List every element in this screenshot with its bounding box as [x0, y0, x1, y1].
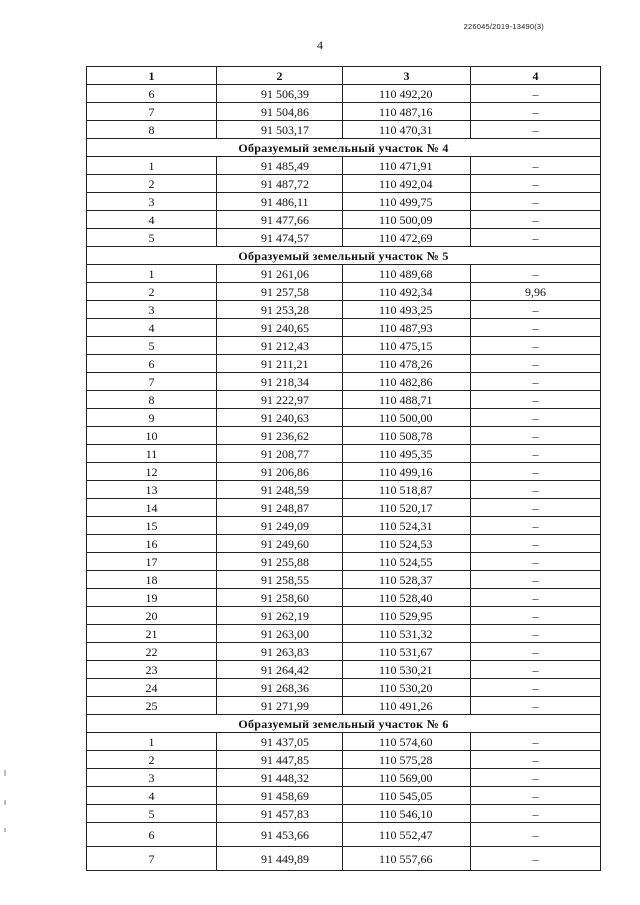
y-coordinate-cell: 110 482,86 — [343, 373, 471, 391]
scan-artifact — [4, 770, 6, 776]
point-number-cell: 16 — [87, 535, 217, 553]
distance-cell: – — [471, 751, 601, 769]
distance-cell: – — [471, 571, 601, 589]
distance-cell: – — [471, 157, 601, 175]
point-number-cell: 4 — [87, 211, 217, 229]
x-coordinate-cell: 91 257,58 — [217, 283, 343, 301]
x-coordinate-cell: 91 264,42 — [217, 661, 343, 679]
table-row — [87, 697, 601, 715]
y-coordinate-cell: 110 492,20 — [343, 85, 471, 103]
distance-cell: – — [471, 697, 601, 715]
distance-cell: – — [471, 733, 601, 751]
x-coordinate-cell: 91 458,69 — [217, 787, 343, 805]
point-number-cell: 6 — [87, 85, 217, 103]
x-coordinate-cell: 91 253,28 — [217, 301, 343, 319]
point-number-cell: 5 — [87, 337, 217, 355]
scan-artifact — [4, 800, 6, 805]
x-coordinate-cell: 91 258,55 — [217, 571, 343, 589]
x-coordinate-cell: 91 261,06 — [217, 265, 343, 283]
x-coordinate-cell: 91 236,62 — [217, 427, 343, 445]
x-coordinate-cell: 91 485,49 — [217, 157, 343, 175]
x-coordinate-cell: 91 449,89 — [217, 847, 343, 871]
x-coordinate-cell: 91 248,59 — [217, 481, 343, 499]
point-number-cell: 3 — [87, 769, 217, 787]
table-row — [87, 769, 601, 787]
point-number-cell: 22 — [87, 643, 217, 661]
point-number-cell: 7 — [87, 103, 217, 121]
x-coordinate-cell: 91 448,32 — [217, 769, 343, 787]
y-coordinate-cell: 110 508,78 — [343, 427, 471, 445]
distance-cell: – — [471, 517, 601, 535]
y-coordinate-cell: 110 499,75 — [343, 193, 471, 211]
table-row — [87, 85, 601, 103]
table-row — [87, 355, 601, 373]
y-coordinate-cell: 110 500,00 — [343, 409, 471, 427]
table-row — [87, 607, 601, 625]
page-number: 4 — [317, 38, 323, 52]
table-row — [87, 733, 601, 751]
point-number-cell: 19 — [87, 589, 217, 607]
x-coordinate-cell: 91 222,97 — [217, 391, 343, 409]
y-coordinate-cell: 110 524,53 — [343, 535, 471, 553]
coordinates-table — [86, 66, 601, 871]
y-coordinate-cell: 110 487,93 — [343, 319, 471, 337]
x-coordinate-cell: 91 218,34 — [217, 373, 343, 391]
y-coordinate-cell: 110 495,35 — [343, 445, 471, 463]
x-coordinate-cell: 91 447,85 — [217, 751, 343, 769]
column-header: 2 — [217, 67, 343, 85]
x-coordinate-cell: 91 486,11 — [217, 193, 343, 211]
point-number-cell: 2 — [87, 175, 217, 193]
point-number-cell: 4 — [87, 787, 217, 805]
distance-cell: – — [471, 355, 601, 373]
x-coordinate-cell: 91 477,66 — [217, 211, 343, 229]
point-number-cell: 1 — [87, 733, 217, 751]
x-coordinate-cell: 91 240,63 — [217, 409, 343, 427]
table-row — [87, 517, 601, 535]
point-number-cell: 6 — [87, 823, 217, 847]
distance-cell: – — [471, 661, 601, 679]
point-number-cell: 25 — [87, 697, 217, 715]
table-row — [87, 283, 601, 301]
x-coordinate-cell: 91 474,57 — [217, 229, 343, 247]
table-row — [87, 175, 601, 193]
y-coordinate-cell: 110 524,55 — [343, 553, 471, 571]
distance-cell: – — [471, 553, 601, 571]
scan-artifact — [4, 828, 6, 832]
table-row — [87, 319, 601, 337]
table-row — [87, 265, 601, 283]
table-row — [87, 373, 601, 391]
point-number-cell: 4 — [87, 319, 217, 337]
column-header: 1 — [87, 67, 217, 85]
distance-cell: – — [471, 445, 601, 463]
table-row — [87, 391, 601, 409]
distance-cell: – — [471, 481, 601, 499]
distance-cell: – — [471, 85, 601, 103]
table-row — [87, 589, 601, 607]
y-coordinate-cell: 110 530,20 — [343, 679, 471, 697]
point-number-cell: 3 — [87, 193, 217, 211]
distance-cell: – — [471, 769, 601, 787]
y-coordinate-cell: 110 557,66 — [343, 847, 471, 871]
y-coordinate-cell: 110 574,60 — [343, 733, 471, 751]
y-coordinate-cell: 110 520,17 — [343, 499, 471, 517]
table-row — [87, 499, 601, 517]
distance-cell: – — [471, 847, 601, 871]
y-coordinate-cell: 110 492,34 — [343, 283, 471, 301]
table-row — [87, 661, 601, 679]
y-coordinate-cell: 110 546,10 — [343, 805, 471, 823]
x-coordinate-cell: 91 206,86 — [217, 463, 343, 481]
x-coordinate-cell: 91 263,00 — [217, 625, 343, 643]
section-title: Образуемый земельный участок № 4 — [87, 139, 601, 157]
point-number-cell: 1 — [87, 265, 217, 283]
distance-cell: – — [471, 805, 601, 823]
section-header-row — [87, 247, 601, 265]
distance-cell: – — [471, 787, 601, 805]
y-coordinate-cell: 110 478,26 — [343, 355, 471, 373]
table-row — [87, 463, 601, 481]
distance-cell: – — [471, 427, 601, 445]
section-header-row — [87, 139, 601, 157]
y-coordinate-cell: 110 500,09 — [343, 211, 471, 229]
point-number-cell: 2 — [87, 283, 217, 301]
table-row — [87, 409, 601, 427]
point-number-cell: 5 — [87, 229, 217, 247]
point-number-cell: 1 — [87, 157, 217, 175]
point-number-cell: 7 — [87, 373, 217, 391]
section-title: Образуемый земельный участок № 5 — [87, 247, 601, 265]
point-number-cell: 23 — [87, 661, 217, 679]
table-row — [87, 121, 601, 139]
distance-cell: – — [471, 121, 601, 139]
x-coordinate-cell: 91 271,99 — [217, 697, 343, 715]
distance-cell: – — [471, 535, 601, 553]
x-coordinate-cell: 91 248,87 — [217, 499, 343, 517]
y-coordinate-cell: 110 471,91 — [343, 157, 471, 175]
table-row — [87, 103, 601, 121]
table-row — [87, 301, 601, 319]
y-coordinate-cell: 110 528,40 — [343, 589, 471, 607]
distance-cell: – — [471, 589, 601, 607]
point-number-cell: 12 — [87, 463, 217, 481]
y-coordinate-cell: 110 531,32 — [343, 625, 471, 643]
table-row — [87, 193, 601, 211]
coordinates-table-container — [86, 66, 600, 871]
point-number-cell: 10 — [87, 427, 217, 445]
table-row — [87, 751, 601, 769]
point-number-cell: 2 — [87, 751, 217, 769]
y-coordinate-cell: 110 489,68 — [343, 265, 471, 283]
table-row — [87, 625, 601, 643]
x-coordinate-cell: 91 249,09 — [217, 517, 343, 535]
table-header — [87, 67, 601, 85]
distance-cell: – — [471, 409, 601, 427]
distance-cell: – — [471, 643, 601, 661]
x-coordinate-cell: 91 457,83 — [217, 805, 343, 823]
y-coordinate-cell: 110 529,95 — [343, 607, 471, 625]
table-row — [87, 481, 601, 499]
point-number-cell: 20 — [87, 607, 217, 625]
x-coordinate-cell: 91 211,21 — [217, 355, 343, 373]
table-row — [87, 679, 601, 697]
x-coordinate-cell: 91 258,60 — [217, 589, 343, 607]
y-coordinate-cell: 110 488,71 — [343, 391, 471, 409]
column-header: 3 — [343, 67, 471, 85]
table-row — [87, 229, 601, 247]
point-number-cell: 18 — [87, 571, 217, 589]
y-coordinate-cell: 110 552,47 — [343, 823, 471, 847]
point-number-cell: 9 — [87, 409, 217, 427]
distance-cell: – — [471, 265, 601, 283]
point-number-cell: 6 — [87, 355, 217, 373]
point-number-cell: 14 — [87, 499, 217, 517]
x-coordinate-cell: 91 240,65 — [217, 319, 343, 337]
table-body — [87, 85, 601, 871]
table-row — [87, 553, 601, 571]
x-coordinate-cell: 91 487,72 — [217, 175, 343, 193]
header-row — [87, 67, 601, 85]
y-coordinate-cell: 110 530,21 — [343, 661, 471, 679]
x-coordinate-cell: 91 503,17 — [217, 121, 343, 139]
distance-cell: – — [471, 103, 601, 121]
y-coordinate-cell: 110 470,31 — [343, 121, 471, 139]
table-row — [87, 847, 601, 871]
point-number-cell: 15 — [87, 517, 217, 535]
distance-cell: 9,96 — [471, 283, 601, 301]
distance-cell: – — [471, 391, 601, 409]
x-coordinate-cell: 91 506,39 — [217, 85, 343, 103]
section-header-row — [87, 715, 601, 733]
y-coordinate-cell: 110 575,28 — [343, 751, 471, 769]
point-number-cell: 3 — [87, 301, 217, 319]
distance-cell: – — [471, 337, 601, 355]
x-coordinate-cell: 91 263,83 — [217, 643, 343, 661]
table-row — [87, 211, 601, 229]
y-coordinate-cell: 110 487,16 — [343, 103, 471, 121]
point-number-cell: 11 — [87, 445, 217, 463]
x-coordinate-cell: 91 268,36 — [217, 679, 343, 697]
table-row — [87, 787, 601, 805]
point-number-cell: 8 — [87, 121, 217, 139]
table-row — [87, 643, 601, 661]
distance-cell: – — [471, 625, 601, 643]
x-coordinate-cell: 91 437,05 — [217, 733, 343, 751]
x-coordinate-cell: 91 255,88 — [217, 553, 343, 571]
table-row — [87, 535, 601, 553]
distance-cell: – — [471, 373, 601, 391]
distance-cell: – — [471, 211, 601, 229]
distance-cell: – — [471, 823, 601, 847]
y-coordinate-cell: 110 545,05 — [343, 787, 471, 805]
document-id: 226045/2019-13490(3) — [463, 22, 544, 31]
y-coordinate-cell: 110 569,00 — [343, 769, 471, 787]
y-coordinate-cell: 110 492,04 — [343, 175, 471, 193]
distance-cell: – — [471, 463, 601, 481]
x-coordinate-cell: 91 262,19 — [217, 607, 343, 625]
section-title: Образуемый земельный участок № 6 — [87, 715, 601, 733]
y-coordinate-cell: 110 491,26 — [343, 697, 471, 715]
y-coordinate-cell: 110 531,67 — [343, 643, 471, 661]
y-coordinate-cell: 110 528,37 — [343, 571, 471, 589]
point-number-cell: 21 — [87, 625, 217, 643]
table-row — [87, 157, 601, 175]
y-coordinate-cell: 110 524,31 — [343, 517, 471, 535]
point-number-cell: 17 — [87, 553, 217, 571]
y-coordinate-cell: 110 493,25 — [343, 301, 471, 319]
distance-cell: – — [471, 175, 601, 193]
table-row — [87, 571, 601, 589]
y-coordinate-cell: 110 518,87 — [343, 481, 471, 499]
table-row — [87, 823, 601, 847]
distance-cell: – — [471, 319, 601, 337]
distance-cell: – — [471, 193, 601, 211]
distance-cell: – — [471, 679, 601, 697]
distance-cell: – — [471, 499, 601, 517]
table-row — [87, 427, 601, 445]
y-coordinate-cell: 110 472,69 — [343, 229, 471, 247]
point-number-cell: 8 — [87, 391, 217, 409]
point-number-cell: 5 — [87, 805, 217, 823]
x-coordinate-cell: 91 208,77 — [217, 445, 343, 463]
y-coordinate-cell: 110 475,15 — [343, 337, 471, 355]
point-number-cell: 13 — [87, 481, 217, 499]
y-coordinate-cell: 110 499,16 — [343, 463, 471, 481]
column-header: 4 — [471, 67, 601, 85]
table-row — [87, 445, 601, 463]
x-coordinate-cell: 91 249,60 — [217, 535, 343, 553]
x-coordinate-cell: 91 453,66 — [217, 823, 343, 847]
distance-cell: – — [471, 607, 601, 625]
x-coordinate-cell: 91 212,43 — [217, 337, 343, 355]
point-number-cell: 7 — [87, 847, 217, 871]
x-coordinate-cell: 91 504,86 — [217, 103, 343, 121]
point-number-cell: 24 — [87, 679, 217, 697]
distance-cell: – — [471, 229, 601, 247]
distance-cell: – — [471, 301, 601, 319]
table-row — [87, 805, 601, 823]
table-row — [87, 337, 601, 355]
